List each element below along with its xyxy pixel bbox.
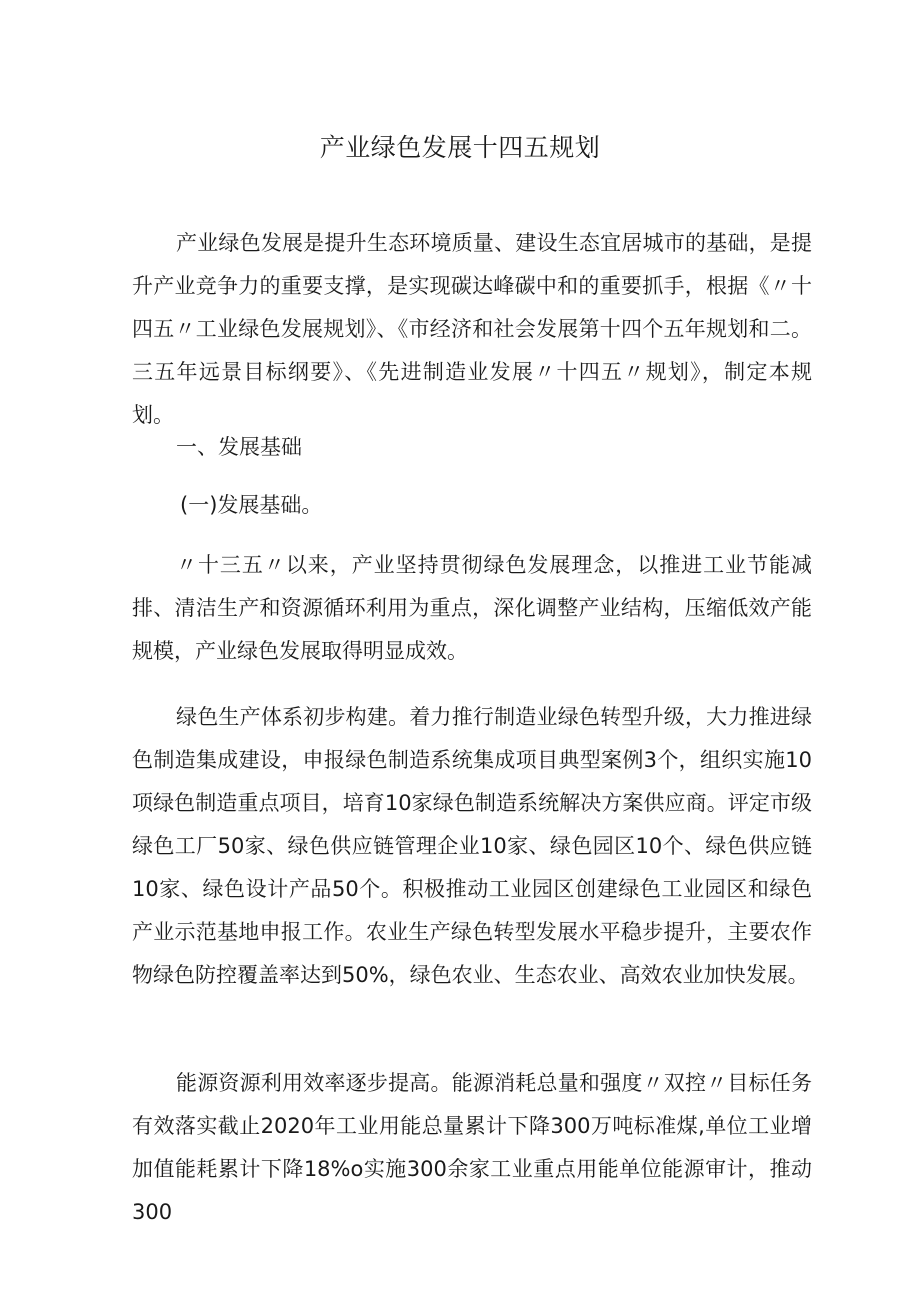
energy-efficiency-paragraph: 能源资源利用效率逐步提高。能源消耗总量和强度〃双控〃目标任务有效落实截止2020年工业用能总量累计下降300万吨标准煤,单位工业增加值能耗累计下降18%o实施300余家工业重点用能单位能源审计，推动300 — [132, 1071, 812, 1224]
intro-paragraph: 产业绿色发展是提升生态环境质量、建设生态宜居城市的基础，是提升产业竞争力的重要支撑，是实现碳达峰碳中和的重要抓手，根据《〃十四五〃工业绿色发展规划》、《市经济和社会发展第十四个五年规划和二。三五年远景目标纲要》、《先进制造业发展〃十四五〃规划》，制定本规划。 — [132, 231, 812, 427]
section-heading: 一、发展基础 — [176, 435, 302, 459]
overview-paragraph: 〃十三五〃以来，产业坚持贯彻绿色发展理念，以推进工业节能减排、清洁生产和资源循环利用为重点，深化调整产业结构，压缩低效产能规模，产业绿色发展取得明显成效。 — [132, 553, 812, 663]
subsection-heading: (一)发展基础。 — [180, 493, 323, 517]
green-production-paragraph: 绿色生产体系初步构建。着力推行制造业绿色转型升级，大力推进绿色制造集成建设，申报绿色制造系统集成项目典型案例3个，组织实施10项绿色制造重点项目，培育10家绿色制造系统解决方案供应商。评定市级绿色工厂50家、绿色供应链管理企业10家、绿色园区10个、绿色供应链10家、绿色设计产品50个。积极推动工业园区创建绿色工业园区和绿色产业示范基地申报工作。农业生产绿色转型发展水平稳步提升，主要农作物绿色防控覆盖率达到50%，绿色农业、生态农业、高效农业加快发展。 — [132, 705, 812, 987]
document-title: 产业绿色发展十四五规划 — [319, 133, 601, 162]
